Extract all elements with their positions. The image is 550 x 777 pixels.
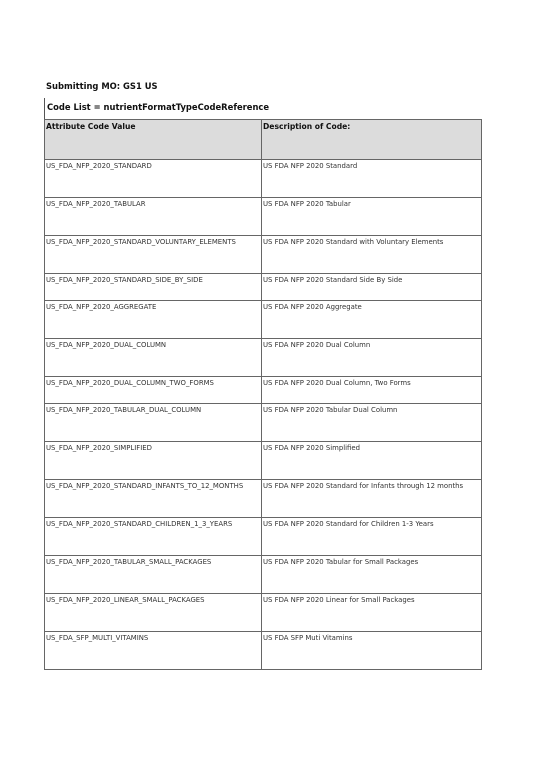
- table-body: [45, 160, 482, 670]
- description-cell: US FDA NFP 2020 Standard for Children 1-3 Years: [262, 518, 482, 556]
- description-cell: US FDA NFP 2020 Standard with Voluntary Elements: [262, 236, 482, 274]
- table-header-row: [45, 120, 482, 160]
- code-list-label-cell: [44, 98, 480, 119]
- attribute-code-cell: US_FDA_NFP_2020_STANDARD: [45, 160, 262, 198]
- table-row: [45, 339, 482, 377]
- description-cell: US FDA NFP 2020 Dual Column: [262, 339, 482, 377]
- attribute-code-cell: US_FDA_SFP_MULTI_VITAMINS: [45, 632, 262, 670]
- description-cell: US FDA NFP 2020 Standard: [262, 160, 482, 198]
- table-row: [45, 518, 482, 556]
- table-row: [45, 556, 482, 594]
- table-row: [45, 594, 482, 632]
- description-cell: US FDA NFP 2020 Standard Side By Side: [262, 274, 482, 301]
- attribute-code-cell: US_FDA_NFP_2020_DUAL_COLUMN_TWO_FORMS: [45, 377, 262, 404]
- attribute-code-cell: US_FDA_NFP_2020_STANDARD_INFANTS_TO_12_MONTHS: [45, 480, 262, 518]
- description-cell: US FDA NFP 2020 Tabular for Small Packages: [262, 556, 482, 594]
- attribute-code-cell: US_FDA_NFP_2020_TABULAR_DUAL_COLUMN: [45, 404, 262, 442]
- description-cell: US FDA NFP 2020 Aggregate: [262, 301, 482, 339]
- table-row: [45, 198, 482, 236]
- code-table: [44, 119, 482, 670]
- description-cell: US FDA NFP 2020 Tabular: [262, 198, 482, 236]
- description-cell: US FDA SFP Muti Vitamins: [262, 632, 482, 670]
- description-cell: US FDA NFP 2020 Standard for Infants through 12 months: [262, 480, 482, 518]
- table-row: [45, 301, 482, 339]
- description-cell: US FDA NFP 2020 Dual Column, Two Forms: [262, 377, 482, 404]
- table-row: [45, 236, 482, 274]
- attribute-code-cell: US_FDA_NFP_2020_AGGREGATE: [45, 301, 262, 339]
- attribute-code-cell: US_FDA_NFP_2020_STANDARD_VOLUNTARY_ELEMENTS: [45, 236, 262, 274]
- attribute-code-cell: US_FDA_NFP_2020_DUAL_COLUMN: [45, 339, 262, 377]
- table-row: [45, 404, 482, 442]
- table-row: [45, 632, 482, 670]
- attribute-code-cell: US_FDA_NFP_2020_STANDARD_SIDE_BY_SIDE: [45, 274, 262, 301]
- table-row: [45, 377, 482, 404]
- table-row: [45, 160, 482, 198]
- description-cell: US FDA NFP 2020 Simplified: [262, 442, 482, 480]
- attribute-code-cell: US_FDA_NFP_2020_SIMPLIFIED: [45, 442, 262, 480]
- submitting-mo-title: Submitting MO: GS1 US: [46, 81, 158, 91]
- code-list-label: Code List = nutrientFormatTypeCodeReference: [47, 102, 270, 112]
- attribute-code-cell: US_FDA_NFP_2020_TABULAR_SMALL_PACKAGES: [45, 556, 262, 594]
- description-cell: US FDA NFP 2020 Tabular Dual Column: [262, 404, 482, 442]
- attribute-code-cell: US_FDA_NFP_2020_STANDARD_CHILDREN_1_3_YEARS: [45, 518, 262, 556]
- header-description-of-code: Description of Code:: [262, 120, 482, 160]
- attribute-code-cell: US_FDA_NFP_2020_TABULAR: [45, 198, 262, 236]
- description-cell: US FDA NFP 2020 Linear for Small Packages: [262, 594, 482, 632]
- table-row: [45, 274, 482, 301]
- table-row: [45, 442, 482, 480]
- attribute-code-cell: US_FDA_NFP_2020_LINEAR_SMALL_PACKAGES: [45, 594, 262, 632]
- header-attribute-code-value: Attribute Code Value: [45, 120, 262, 160]
- table-row: [45, 480, 482, 518]
